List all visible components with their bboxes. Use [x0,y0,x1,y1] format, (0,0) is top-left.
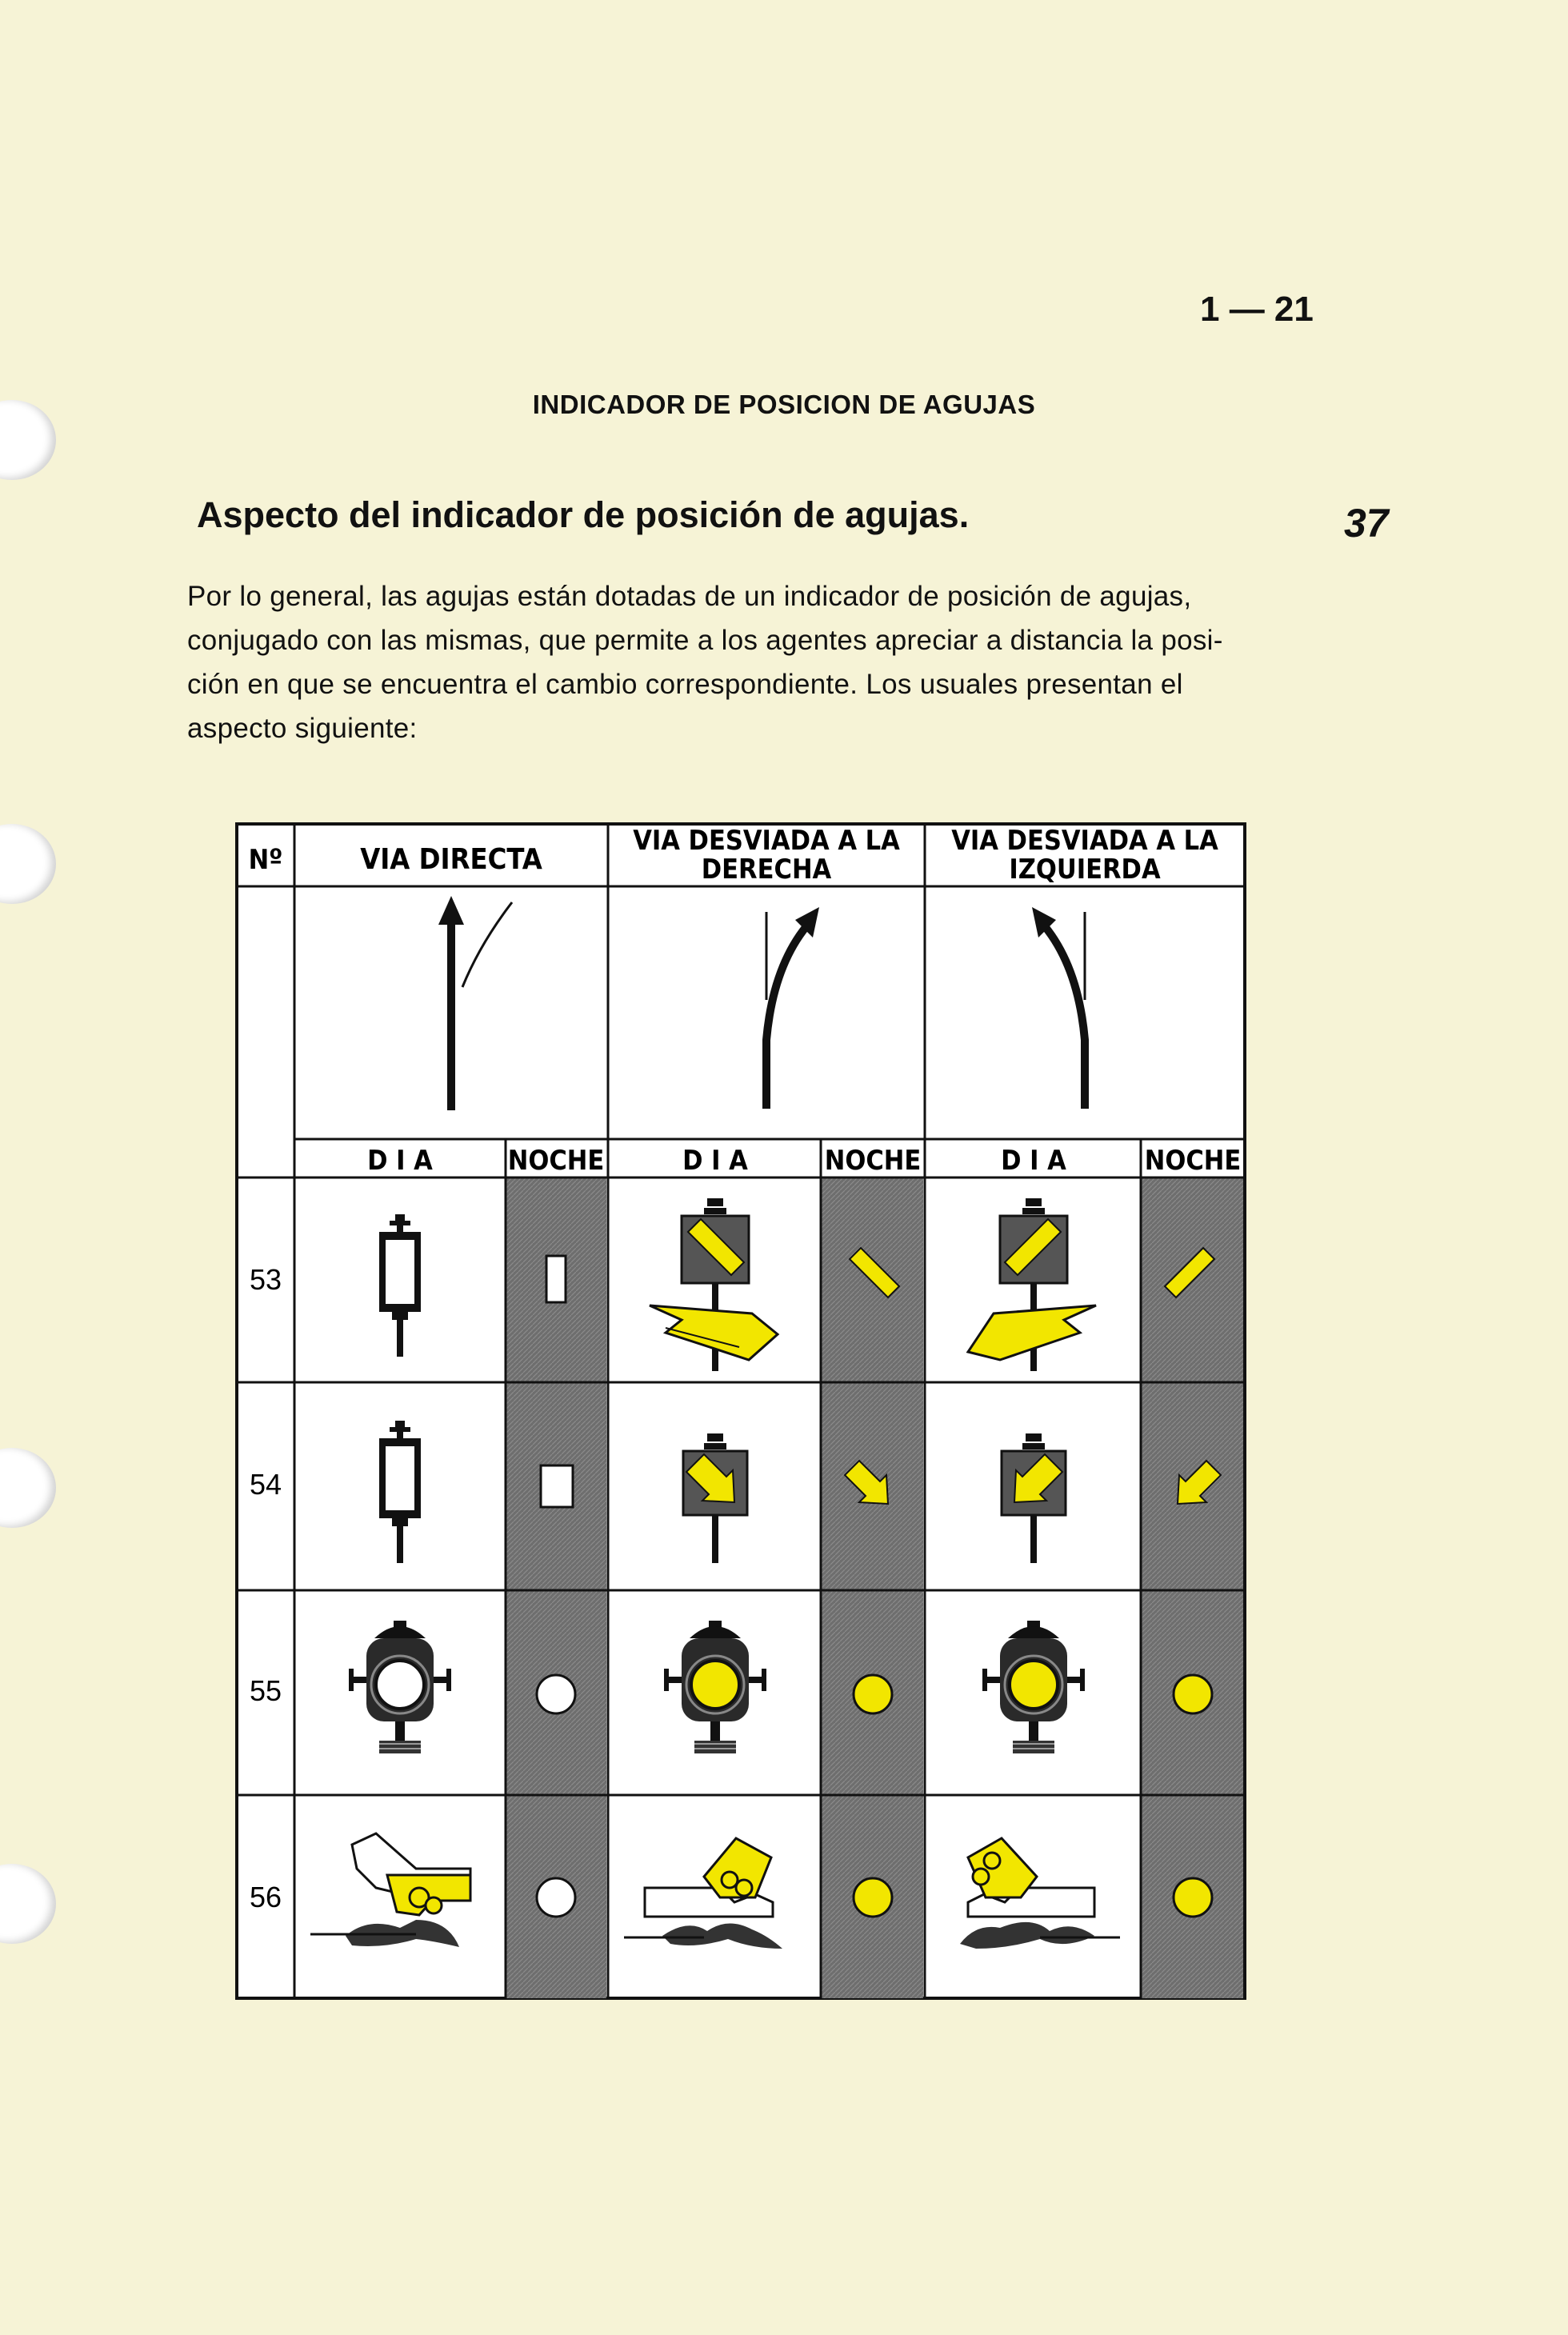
yellow-light-night-icon [1174,1878,1212,1917]
number-header: Nº [248,844,283,876]
night-label: NOCHE [824,1145,922,1177]
row-number: 53 [249,1263,282,1296]
day-label: D I A [1001,1145,1066,1177]
paragraph-line: aspecto siguiente: [187,713,418,744]
row-number: 55 [249,1674,282,1707]
night-label: NOCHE [1144,1145,1242,1177]
yellow-light-night-icon [854,1878,892,1917]
white-square-night-icon [541,1465,573,1507]
white-slot-night-icon [546,1256,566,1302]
yellow-light-night-icon [1174,1675,1212,1713]
article-number: 37 [1344,501,1389,546]
night-column-shading [821,1177,923,1998]
column-header-direct: VIA DIRECTA [360,843,542,876]
row-number: 56 [249,1881,282,1913]
column-header-left: VIA DESVIADA A LA [951,825,1218,857]
section-heading: INDICADOR DE POSICION DE AGUJAS [532,390,1036,419]
white-light-night-icon [537,1878,575,1917]
row-number: 54 [249,1468,282,1501]
yellow-light-night-icon [854,1675,892,1713]
day-label: D I A [682,1145,748,1177]
column-header-right: VIA DESVIADA A LA [633,825,900,857]
column-header-right-line2: DERECHA [701,854,832,886]
article-title: Aspecto del indicador de posición de agujas. [197,494,970,535]
paragraph-line: conjugado con las mismas, que permite a los agentes apreciar a distancia la posi- [187,625,1223,656]
column-header-left-line2: IZQUIERDA [1009,854,1161,886]
paragraph-line: ción en que se encuentra el cambio correspondiente. Los usuales presentan el [187,669,1183,700]
day-label: D I A [367,1145,433,1177]
page-number: 1 — 21 [1200,290,1314,329]
night-column-shading [1141,1177,1243,1998]
night-label: NOCHE [507,1145,605,1177]
paragraph-line: Por lo general, las agujas están dotadas de un indicador de posición de agujas, [187,581,1192,612]
white-light-night-icon [537,1675,575,1713]
